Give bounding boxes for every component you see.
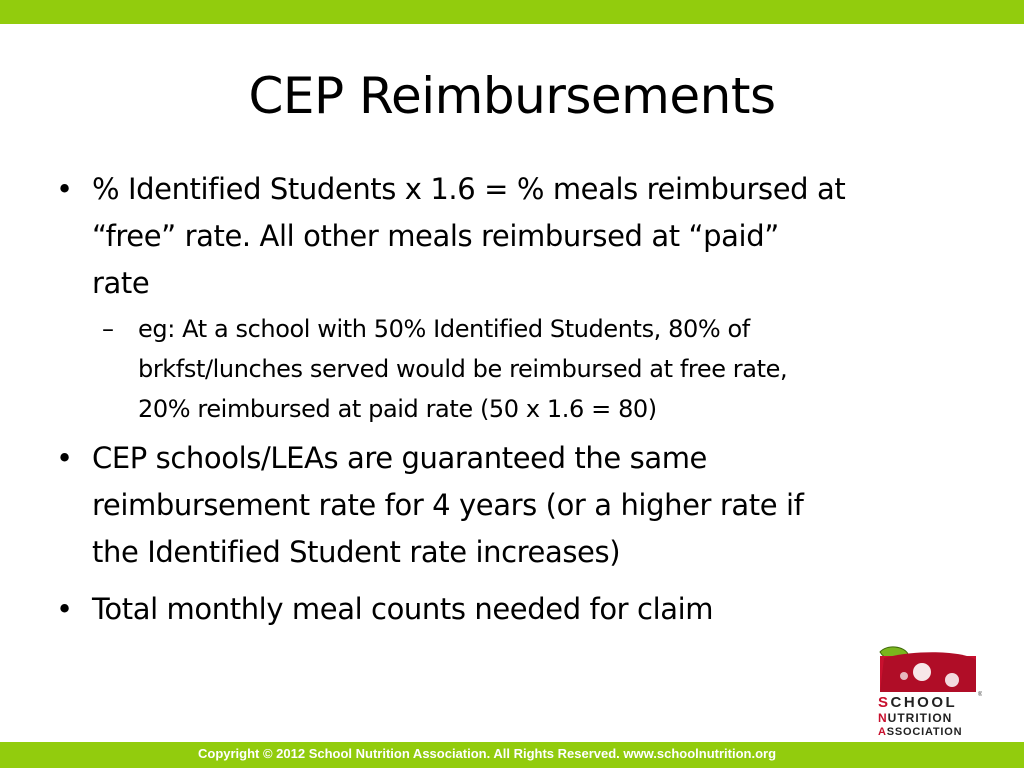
- registered-mark: ®: [978, 692, 982, 698]
- logo-initial-s: S: [878, 694, 891, 711]
- logo-word-nutrition: UTRITION: [887, 711, 953, 725]
- sub-bullet-line: 20% reimbursed at paid rate (50 x 1.6 = 80): [138, 395, 657, 423]
- bullet-glyph: •: [56, 592, 73, 626]
- bullet-line: the Identified Student rate increases): [92, 535, 621, 569]
- logo-initial-n: N: [878, 711, 888, 725]
- footer-bar: [0, 742, 1024, 768]
- bullet-line: % Identified Students x 1.6 = % meals reimbursed at: [92, 172, 846, 206]
- sub-bullet-glyph: –: [102, 315, 114, 343]
- copyright-text: Copyright © 2012 School Nutrition Association. All Rights Reserved. www.schoolnutrition.org: [197, 746, 777, 761]
- sub-bullet-item: [92, 309, 956, 429]
- bullet-line: CEP schools/LEAs are guaranteed the same: [92, 441, 707, 475]
- bullet-list: [56, 166, 956, 633]
- bullet-item: [56, 166, 956, 307]
- bullet-glyph: •: [56, 172, 73, 206]
- bullet-line: Total monthly meal counts needed for claim: [92, 592, 714, 626]
- logo-initial-a: A: [878, 726, 887, 738]
- sub-bullet-line: brkfst/lunches served would be reimbursed at free rate,: [138, 355, 788, 383]
- logo-line-nutrition: [878, 711, 988, 725]
- top-accent-bar: [0, 0, 1024, 24]
- logo-word-school: CHOOL: [890, 694, 958, 711]
- logo-line-association: [878, 726, 988, 738]
- bullet-item: [56, 586, 956, 633]
- logo-line-school: [878, 694, 988, 711]
- slide-title: CEP Reimbursements: [248, 67, 776, 125]
- bullet-item: [56, 435, 956, 576]
- bullet-line: reimbursement rate for 4 years (or a higher rate if: [92, 488, 804, 522]
- bullet-line: rate: [92, 266, 150, 300]
- bullet-glyph: •: [56, 441, 73, 475]
- logo-word-association: SSOCIATION: [886, 726, 963, 738]
- bullet-line: “free” rate. All other meals reimbursed at “paid”: [92, 219, 779, 253]
- sub-bullet-line: eg: At a school with 50% Identified Students, 80% of: [138, 315, 750, 343]
